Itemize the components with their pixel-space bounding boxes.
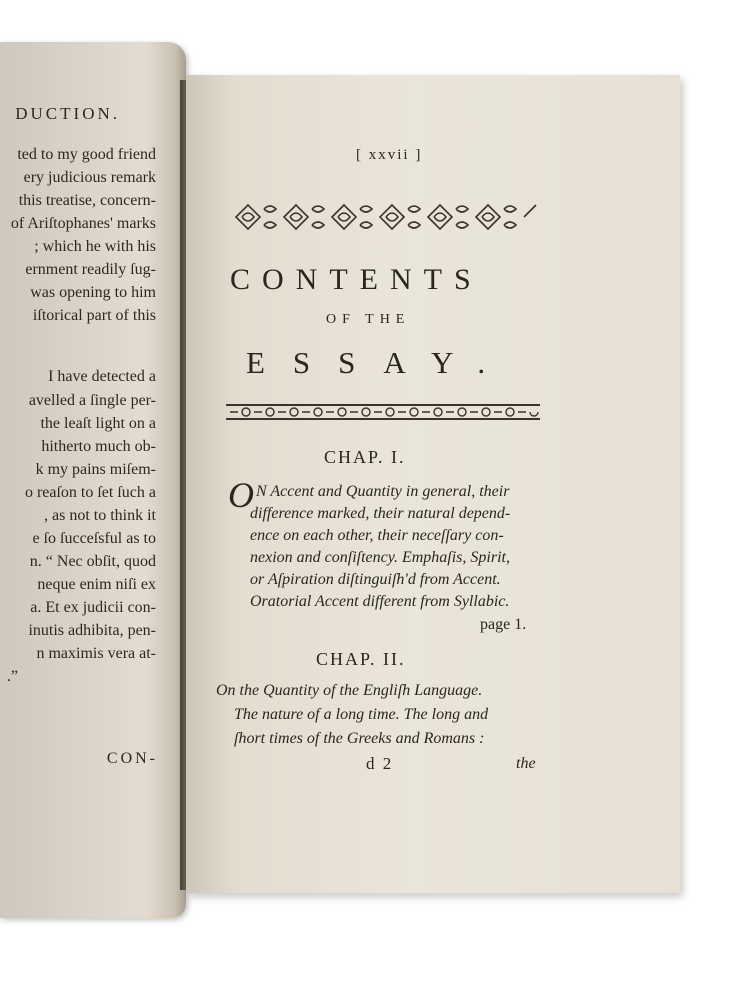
drop-cap: O	[228, 475, 254, 515]
left-text-line: iſtorical part of this	[32, 307, 156, 324]
catchword: the	[516, 755, 536, 772]
left-catchword: CON-	[106, 750, 158, 767]
left-running-head: DUCTION.	[15, 104, 120, 123]
left-text-line: ; which he with his	[34, 238, 156, 255]
left-text-line: this treatise, concern-	[18, 192, 156, 209]
left-text-line: ery judicious remark	[23, 169, 156, 186]
left-text-line: I have detected a	[48, 368, 156, 385]
chapter-1-line: difference marked, their natural depend-	[250, 505, 511, 522]
chapter-2-line: ſhort times of the Greeks and Romans :	[234, 730, 485, 747]
left-text-line: k my pains miſem-	[35, 461, 156, 478]
left-page	[0, 42, 186, 918]
contents-title: CONTENTS	[230, 263, 483, 296]
chapter-1-line: ence on each other, their neceſſary con-	[250, 527, 504, 544]
left-text-line: was opening to him	[30, 284, 156, 301]
left-text-line: ernment readily ſug-	[25, 261, 156, 278]
chapter-1-line: Oratorial Accent different from Syllabic.	[250, 593, 510, 610]
left-text-line: ted to my good friend	[17, 146, 156, 163]
page-number: [ xxvii ]	[356, 147, 423, 163]
left-text-line: the leaſt light on a	[40, 415, 156, 432]
left-text-line: n maximis vera at-	[36, 645, 156, 662]
left-text-line: a. Et ex judicii con-	[30, 599, 156, 616]
left-text-line: neque enim niſi ex	[37, 576, 156, 593]
chapter-2-line: The nature of a long time. The long and	[234, 706, 489, 723]
left-text-line: o reaſon to ſet ſuch a	[24, 484, 156, 501]
essay-title: ESSAY.	[246, 345, 514, 380]
top-ornament-band	[230, 199, 542, 235]
left-text-line: of Ariſtophanes' marks	[10, 215, 156, 232]
left-text-line: avelled a ſingle per-	[28, 392, 156, 409]
chapter-2-line: On the Quantity of the Engliſh Language.	[216, 682, 483, 699]
chapter-1-heading: CHAP. I.	[324, 447, 406, 467]
left-text-line: .”	[6, 668, 18, 685]
left-text-line: e ſo ſucceſsful as to	[32, 530, 156, 547]
signature-mark: d 2	[366, 754, 394, 773]
left-text-line: n. “ Nec obſit, quod	[29, 553, 156, 570]
left-text-line: hitherto much ob-	[41, 438, 156, 455]
of-the-subtitle: OF THE	[326, 312, 411, 327]
chapter-1-page-ref: page 1.	[480, 616, 527, 633]
left-text-line: inutis adhibita, pen-	[28, 622, 156, 639]
left-text-line: , as not to think it	[44, 507, 156, 524]
chapter-1-line: or Aſpiration diſtinguiſh'd from Accent.	[250, 571, 501, 588]
right-page	[186, 75, 680, 893]
chapter-1-line: N Accent and Quantity in general, their	[256, 483, 510, 500]
rule-ornament-band	[226, 402, 540, 422]
chapter-1-line: nexion and conſiſtency. Emphaſis, Spirit,	[250, 549, 510, 566]
chapter-2-heading: CHAP. II.	[316, 649, 406, 669]
